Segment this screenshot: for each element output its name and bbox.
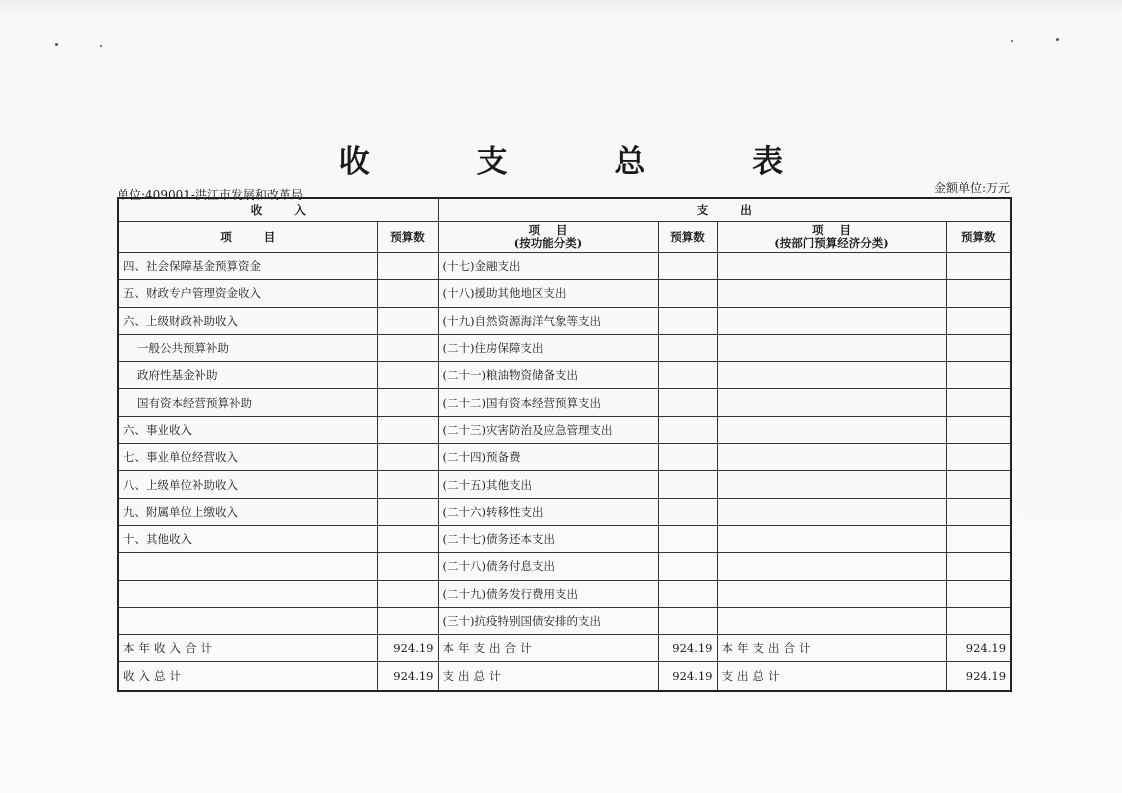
econ-item-header-line1: 项 目	[811, 223, 851, 237]
econ-item-cell	[717, 362, 946, 389]
income-item-cell	[118, 607, 377, 634]
income-budget-cell	[377, 498, 438, 525]
table-row	[118, 307, 1011, 334]
year-expense-label: 本年支出合计	[438, 635, 658, 662]
table-row	[118, 471, 1011, 498]
table-row	[118, 389, 1011, 416]
econ-item-cell	[717, 471, 946, 498]
table-row	[118, 498, 1011, 525]
func-item-cell: (二十一)粮油物资储备支出	[438, 362, 658, 389]
income-item-cell	[118, 580, 377, 607]
table-row	[118, 525, 1011, 552]
grand-total-row	[118, 662, 1011, 692]
income-budget-cell	[377, 580, 438, 607]
table-row	[118, 553, 1011, 580]
func-budget-cell	[658, 553, 717, 580]
func-item-cell: (二十)住房保障支出	[438, 334, 658, 361]
func-item-cell: (二十二)国有资本经营预算支出	[438, 389, 658, 416]
func-item-cell: (十八)援助其他地区支出	[438, 280, 658, 307]
econ-budget-cell	[946, 471, 1011, 498]
func-item-cell: (三十)抗疫特别国债安排的支出	[438, 607, 658, 634]
econ-budget-cell	[946, 389, 1011, 416]
econ-budget-cell	[946, 498, 1011, 525]
income-budget-cell	[377, 553, 438, 580]
expense-group-header: 支 出	[438, 198, 1011, 222]
econ-budget-cell	[946, 253, 1011, 280]
func-budget-cell	[658, 362, 717, 389]
income-item-cell: 九、附属单位上缴收入	[118, 498, 377, 525]
scan-speck	[55, 43, 58, 46]
econ-budget-cell	[946, 607, 1011, 634]
income-item-cell: 六、上级财政补助收入	[118, 307, 377, 334]
total-expense-value: 924.19	[658, 662, 717, 692]
year-expense-value: 924.19	[658, 635, 717, 662]
amount-unit-label: 金额单位:万元	[933, 181, 1010, 195]
year-expense-econ-label: 本年支出合计	[717, 635, 946, 662]
econ-item-cell	[717, 280, 946, 307]
func-budget-cell	[658, 334, 717, 361]
func-budget-cell	[658, 607, 717, 634]
income-budget-cell	[377, 525, 438, 552]
year-income-label: 本年收入合计	[118, 635, 377, 662]
func-budget-cell	[658, 389, 717, 416]
econ-budget-header: 预算数	[946, 222, 1011, 253]
econ-item-cell	[717, 525, 946, 552]
table-row	[118, 416, 1011, 443]
table-row	[118, 253, 1011, 280]
func-item-cell: (二十九)债务发行费用支出	[438, 580, 658, 607]
func-item-cell: (二十三)灾害防治及应急管理支出	[438, 416, 658, 443]
func-item-header	[438, 222, 658, 253]
header-row-group	[118, 198, 1011, 222]
income-item-cell: 四、社会保障基金预算资金	[118, 253, 377, 280]
econ-item-cell	[717, 607, 946, 634]
income-item-cell: 政府性基金补助	[118, 362, 377, 389]
total-income-value: 924.19	[377, 662, 438, 692]
func-item-cell: (二十四)预备费	[438, 444, 658, 471]
page-title: 收 支 总 表	[338, 144, 832, 180]
econ-item-header-line2: (按部门预算经济分类)	[774, 236, 889, 250]
total-expense-econ-label: 支出总计	[717, 662, 946, 692]
income-item-cell	[118, 553, 377, 580]
scan-speck	[1056, 38, 1059, 41]
func-budget-cell	[658, 307, 717, 334]
income-item-cell: 国有资本经营预算补助	[118, 389, 377, 416]
econ-item-cell	[717, 416, 946, 443]
income-budget-cell	[377, 389, 438, 416]
income-budget-cell	[377, 416, 438, 443]
year-expense-econ-value: 924.19	[946, 635, 1011, 662]
total-income-label: 收入总计	[118, 662, 377, 692]
econ-budget-cell	[946, 334, 1011, 361]
econ-budget-cell	[946, 416, 1011, 443]
econ-budget-cell	[946, 525, 1011, 552]
income-item-header: 项 目	[118, 222, 377, 253]
func-budget-cell	[658, 280, 717, 307]
econ-item-header	[717, 222, 946, 253]
table-row	[118, 607, 1011, 634]
func-item-header-line2: (按功能分类)	[513, 236, 583, 250]
year-income-value: 924.19	[377, 635, 438, 662]
econ-item-cell	[717, 498, 946, 525]
func-budget-cell	[658, 498, 717, 525]
header-row-columns	[118, 222, 1011, 253]
func-budget-cell	[658, 471, 717, 498]
func-item-cell: (二十六)转移性支出	[438, 498, 658, 525]
total-expense-econ-value: 924.19	[946, 662, 1011, 692]
econ-budget-cell	[946, 580, 1011, 607]
table-row	[118, 280, 1011, 307]
income-item-cell: 八、上级单位补助收入	[118, 471, 377, 498]
income-budget-cell	[377, 471, 438, 498]
table-row	[118, 334, 1011, 361]
year-total-row	[118, 635, 1011, 662]
income-item-cell: 五、财政专户管理资金收入	[118, 280, 377, 307]
income-budget-cell	[377, 307, 438, 334]
income-budget-cell	[377, 444, 438, 471]
econ-item-cell	[717, 389, 946, 416]
total-expense-label: 支出总计	[438, 662, 658, 692]
income-budget-header: 预算数	[377, 222, 438, 253]
income-expense-table	[117, 197, 1012, 692]
econ-item-cell	[717, 253, 946, 280]
income-group-header: 收 入	[118, 198, 438, 222]
scan-speck	[100, 45, 102, 47]
unit-label: 单位:409001-洪江市发展和改革局	[117, 188, 303, 202]
func-budget-cell	[658, 525, 717, 552]
func-budget-header: 预算数	[658, 222, 717, 253]
econ-item-cell	[717, 334, 946, 361]
scan-speck	[1011, 40, 1013, 42]
func-item-header-line1: 项 目	[528, 223, 568, 237]
econ-budget-cell	[946, 553, 1011, 580]
income-budget-cell	[377, 334, 438, 361]
income-budget-cell	[377, 607, 438, 634]
func-item-cell: (二十八)债务付息支出	[438, 553, 658, 580]
income-item-cell: 十、其他收入	[118, 525, 377, 552]
income-budget-cell	[377, 362, 438, 389]
econ-budget-cell	[946, 444, 1011, 471]
income-item-cell: 六、事业收入	[118, 416, 377, 443]
econ-item-cell	[717, 444, 946, 471]
func-item-cell: (十九)自然资源海洋气象等支出	[438, 307, 658, 334]
econ-item-cell	[717, 553, 946, 580]
econ-item-cell	[717, 580, 946, 607]
table-row	[118, 362, 1011, 389]
func-budget-cell	[658, 253, 717, 280]
func-budget-cell	[658, 580, 717, 607]
income-budget-cell	[377, 253, 438, 280]
econ-item-cell	[717, 307, 946, 334]
func-item-cell: (十七)金融支出	[438, 253, 658, 280]
econ-budget-cell	[946, 307, 1011, 334]
func-item-cell: (二十五)其他支出	[438, 471, 658, 498]
func-item-cell: (二十七)债务还本支出	[438, 525, 658, 552]
income-item-cell: 一般公共预算补助	[118, 334, 377, 361]
table-row	[118, 580, 1011, 607]
func-budget-cell	[658, 444, 717, 471]
income-budget-cell	[377, 280, 438, 307]
table-row	[118, 444, 1011, 471]
income-item-cell: 七、事业单位经营收入	[118, 444, 377, 471]
econ-budget-cell	[946, 362, 1011, 389]
func-budget-cell	[658, 416, 717, 443]
econ-budget-cell	[946, 280, 1011, 307]
